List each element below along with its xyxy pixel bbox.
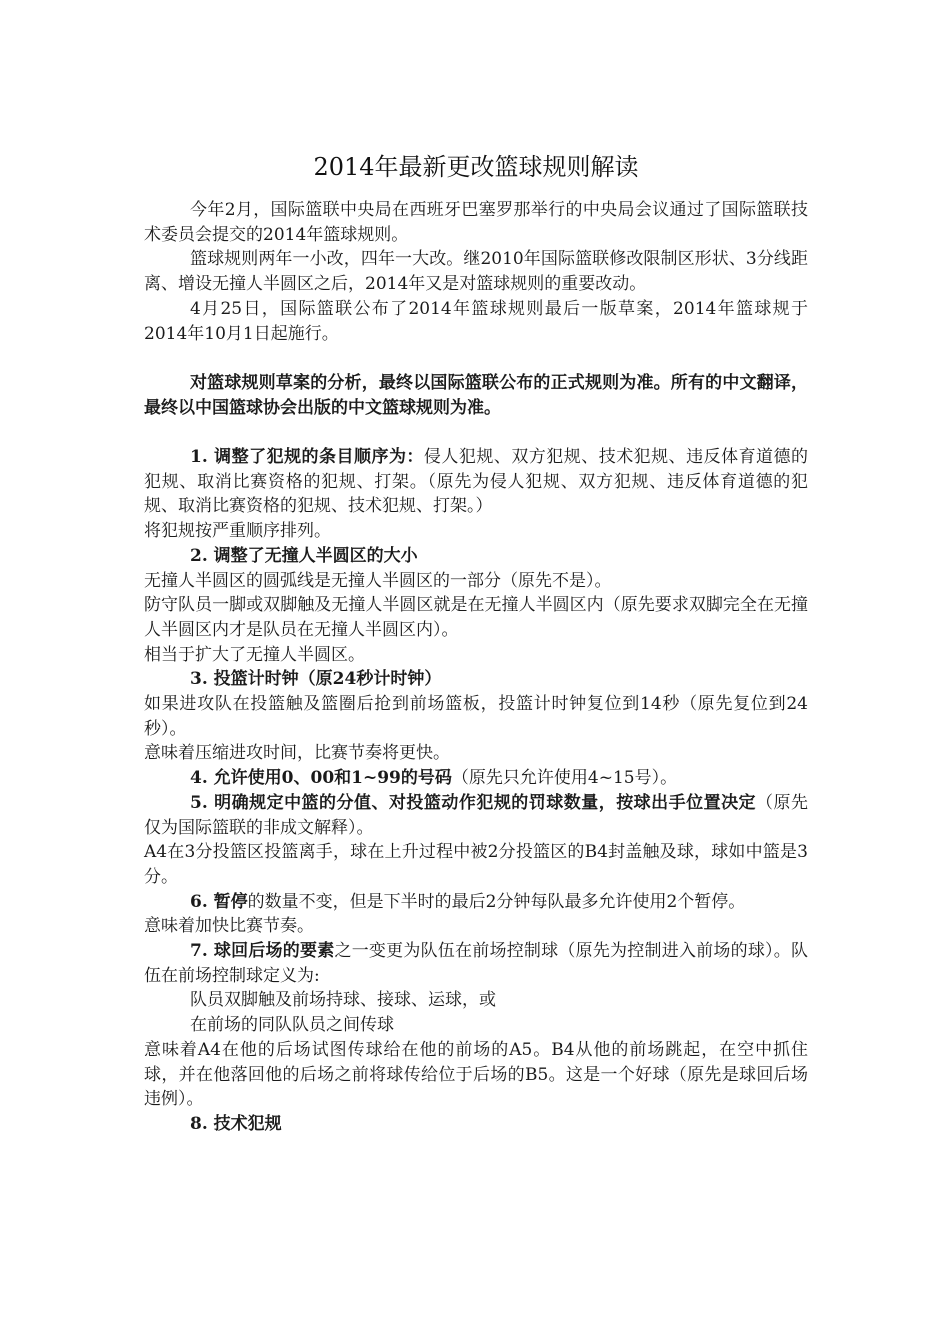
item-1-note: 将犯规按严重顺序排列。 bbox=[144, 521, 331, 542]
intro-paragraph-2: 篮球规则两年一小改，四年一大改。继2010年国际篮联修改限制区形状、3分线距离、增设无撞人半圆区之后，2014年又是对篮球规则的重要改动。 bbox=[144, 249, 808, 295]
item-5-line-1: A4在3分投篮区投篮离手，球在上升过程中被2分投篮区的B4封盖触及球，球如中篮是3分。 bbox=[144, 842, 808, 887]
item-2-line-1: 无撞人半圆区的圆弧线是无撞人半圆区的一部分（原先不是）。 bbox=[144, 570, 612, 591]
item-2-heading: 2. 调整了无撞人半圆区的大小 bbox=[190, 545, 418, 566]
item-1 bbox=[144, 445, 808, 519]
intro-paragraph-3: 4月25日，国际篮联公布了2014年篮球规则最后一版草案，2014年篮球规于2014年10月1日起施行。 bbox=[144, 298, 808, 344]
spacer bbox=[144, 420, 808, 445]
item-1-text: 侵人犯规、双方犯规、技术犯规、违反体育道德的犯规、取消比赛资格的犯规、打架。（原先为侵人犯规、双方犯规、违反体育道德的犯规、取消比赛资格的犯规、技术犯规、打架。） bbox=[144, 447, 809, 517]
item-7-heading: 7. 球回后场的要素 bbox=[190, 941, 335, 962]
item-6-text: 的数量不变，但是下半时的最后2分钟每队最多允许使用2个暂停。 bbox=[247, 891, 746, 912]
item-2-line-2: 防守队员一脚或双脚触及无撞人半圆区就是在无撞人半圆区内（原先要求双脚完全在无撞人半圆区内才是队员在无撞人半圆区内）。 bbox=[144, 595, 808, 640]
intro-paragraph-1: 今年2月，国际篮联中央局在西班牙巴塞罗那举行的中央局会议通过了国际篮联技术委员会提交的2014年篮球规则。 bbox=[144, 200, 808, 245]
item-8-heading: 8. 技术犯规 bbox=[190, 1113, 282, 1134]
item-5-text: （原先仅为国际篮联的非成文解释）。 bbox=[144, 792, 809, 838]
item-3-heading: 3. 投篮计时钟（原24秒计时钟） bbox=[190, 669, 442, 690]
item-3-line-2: 意味着压缩进攻时间，比赛节奏将更快。 bbox=[144, 743, 450, 764]
item-5 bbox=[144, 791, 808, 840]
page-title: 2014年最新更改篮球规则解读 bbox=[313, 153, 639, 182]
item-6-heading: 6. 暂停 bbox=[190, 891, 248, 912]
item-7-line-1: 意味着A4在他的后场试图传球给在他的前场的A5。B4从他的前场跳起，在空中抓住球，并在他落回他的后场之前将球传给位于后场的B5。这是一个好球（原先是球回后场违例）。 bbox=[144, 1039, 808, 1110]
item-2-line-3: 相当于扩大了无撞人半圆区。 bbox=[144, 644, 365, 665]
item-4-text: （原先只允许使用4~15号）。 bbox=[451, 768, 678, 789]
item-5-heading: 5. 明确规定中篮的分值、对投篮动作犯规的罚球数量，按球出手位置决定 bbox=[190, 792, 757, 813]
item-7 bbox=[144, 939, 808, 988]
document-body bbox=[144, 198, 808, 1137]
item-6-line-1: 意味着加快比赛节奏。 bbox=[144, 916, 314, 937]
item-1-heading: 1. 调整了犯规的条目顺序为： bbox=[190, 447, 424, 467]
item-4 bbox=[144, 766, 808, 791]
item-4-heading: 4. 允许使用0、00和1~99的号码 bbox=[190, 768, 452, 789]
spacer bbox=[144, 346, 808, 371]
item-7-text: 之一变更为队伍在前场控制球（原先为控制进入前场的球）。队伍在前场控制球定义为: bbox=[144, 941, 809, 986]
item-6 bbox=[144, 890, 808, 915]
item-7-sub-1: 队员双脚触及前场持球、接球、运球，或 bbox=[190, 990, 496, 1011]
item-3-line-1: 如果进攻队在投篮触及篮圈后抢到前场篮板，投篮计时钟复位到14秒（原先复位到24秒）。 bbox=[144, 694, 808, 739]
notice-paragraph: 对篮球规则草案的分析，最终以国际篮联公布的正式规则为准。所有的中文翻译，最终以中国篮球协会出版的中文篮球规则为准。 bbox=[144, 372, 808, 418]
item-7-sub-2: 在前场的同队队员之间传球 bbox=[190, 1015, 394, 1036]
